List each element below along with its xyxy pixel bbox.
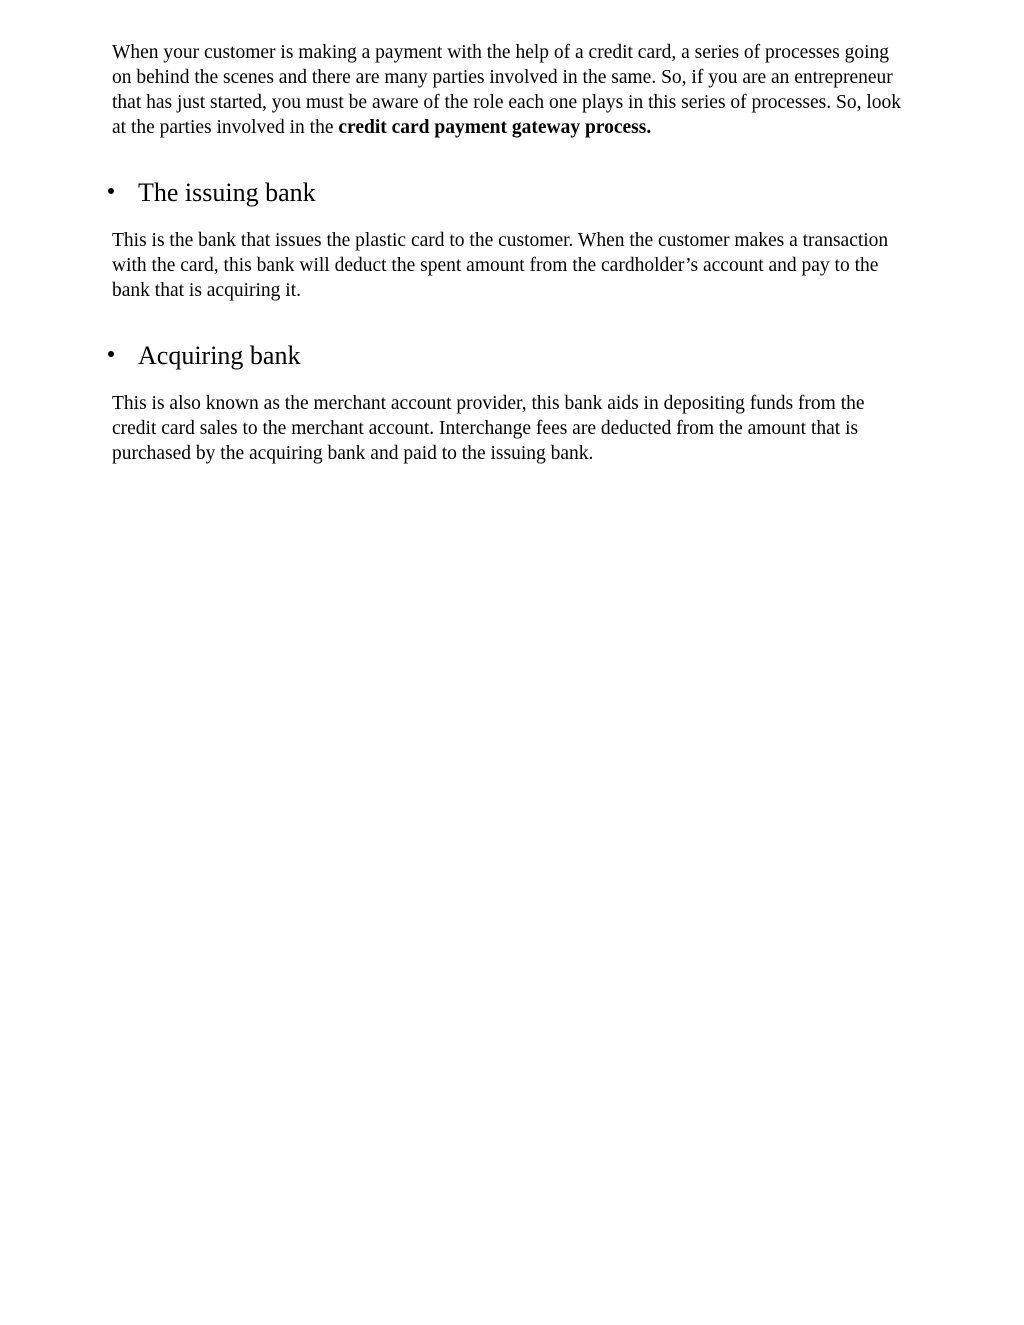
document-page (112, 40, 912, 466)
bullet-icon (108, 188, 114, 194)
bullet-icon (108, 351, 114, 357)
section-heading-issuing-bank (112, 178, 912, 214)
acquiring-bank-paragraph: This is also known as the merchant account provider, this bank aids in depositing funds from the credit card sales to the merchant account. Interchange fees are deducted from the amount that is purchased by the acquiring bank and paid to the issuing bank. (112, 393, 865, 464)
heading-text: Acquiring bank (138, 341, 301, 370)
intro-text: When your customer is making a payment with the help of a credit card, a series of processes going on behind the scenes and there are many parties involved in the same. So, if you are an entrepreneur that has just started, you must be aware of the role each one plays in this series of processes. So, look at the parties involved in the (112, 42, 902, 138)
issuing-bank-paragraph: This is the bank that issues the plastic card to the customer. When the customer makes a transaction with the card, this bank will deduct the spent amount from the cardholder’s account and pay to the bank that is acquiring it. (112, 230, 889, 301)
intro-bold-phrase: credit card payment gateway process. (338, 117, 652, 138)
heading-text: The issuing bank (138, 178, 316, 207)
intro-paragraph (112, 40, 912, 140)
section-heading-acquiring-bank (112, 341, 912, 377)
